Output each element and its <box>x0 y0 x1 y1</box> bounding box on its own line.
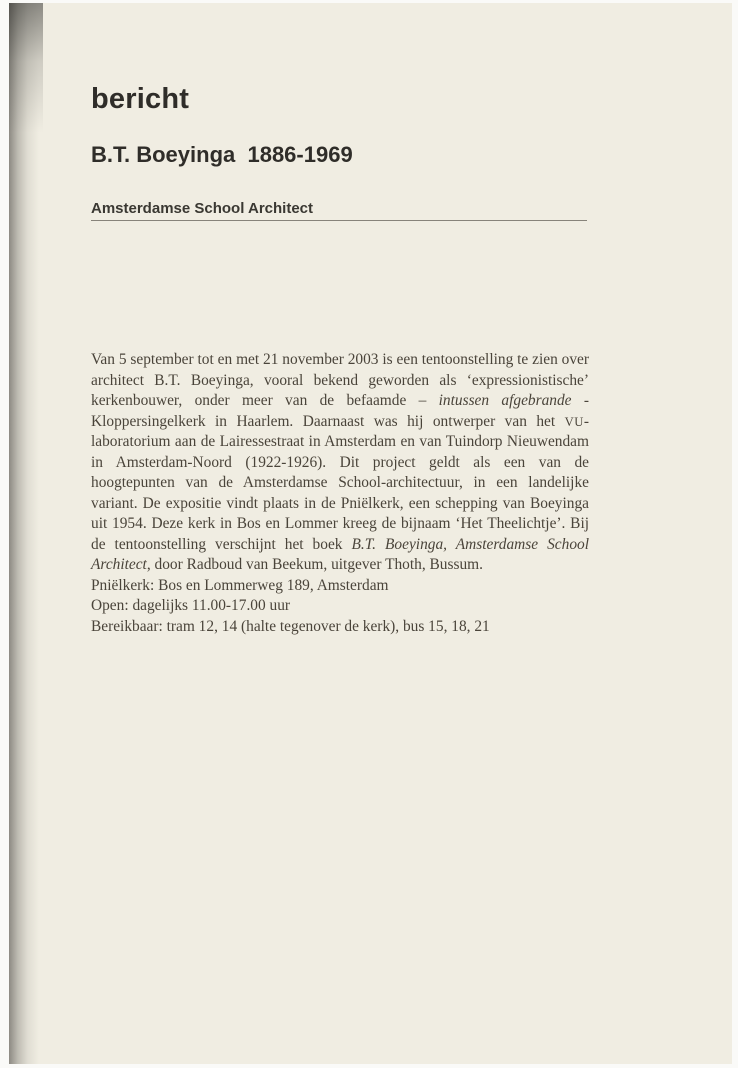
divider-rule <box>91 220 587 221</box>
page-subtitle: B.T. Boeyinga 1886-1969 <box>91 142 353 167</box>
body-paragraph <box>91 350 589 576</box>
body-segment: Van 5 september tot en met 21 november 2003 is een tentoonstelling te zien over architect B.T. Boeyinga, vooral bekend geworden als ‘expressionistische’ kerkenbouwer, onder meer van de befaamde – <box>91 351 589 409</box>
body-segment: -laboratorium aan de Lairessestraat in Amsterdam en van Tuindorp Nieuwendam in Amsterdam-Noord (1922-1926). Dit project geldt als een van de hoogtepunten van de Amsterdamse School-architectuur, in een landelijke variant. De expositie vindt plaats in de Pniëlkerk, een schepping van Boeyinga uit 1954. Deze kerk in Bos en Lommer kreeg de bijnaam ‘Het Theelichtje’. Bij de tentoonstelling verschijnt het boek <box>91 412 589 553</box>
body-segment: - Kloppersingelkerk in Haarlem. Daarnaast was hij ontwerper van het <box>91 392 589 430</box>
body-text-block <box>91 350 589 637</box>
body-segment: , door Radboud van Beekum, uitgever Thoth, Bussum. <box>146 556 483 573</box>
body-segment-italic: intussen afgebrande <box>438 392 572 409</box>
body-segment-italic: B.T. Boeyinga, Amsterdamse School Architect <box>91 535 589 573</box>
detail-line-opening-hours: Open: dagelijks 11.00-17.00 uur <box>91 597 291 614</box>
section-heading: Amsterdamse School Architect <box>91 200 314 217</box>
detail-line-venue: Pniëlkerk: Bos en Lommerweg 189, Amsterdam <box>91 576 389 594</box>
page-edge-shadow-top <box>9 3 43 133</box>
body-segment-smallcaps: VU <box>564 414 584 429</box>
detail-line-directions: Bereikbaar: tram 12, 14 (halte tegenover de kerk), bus 15, 18, 21 <box>91 617 490 635</box>
document-page <box>9 3 732 1064</box>
page-edge-shadow <box>9 3 39 1064</box>
page-title: bericht <box>91 83 190 115</box>
